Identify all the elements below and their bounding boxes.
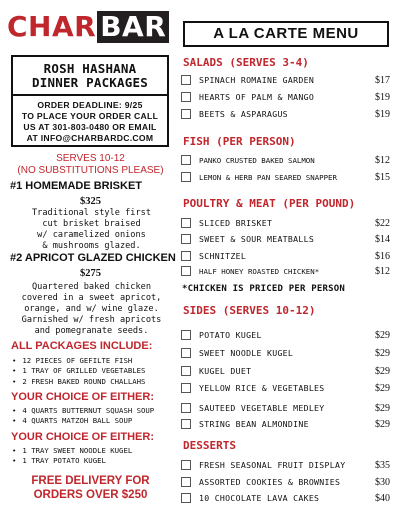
packages-no-subs: (NO SUBSTITUTIONS PLEASE) [17,165,164,176]
package-1-description [14,208,169,252]
item-price: $19 [375,109,390,120]
logo-char-text: CHAR [7,10,97,43]
menu-item-row[interactable] [181,382,393,395]
item-name: ASSORTED COOKIES & BROWNIES [199,477,341,487]
item-checkbox[interactable] [181,348,191,358]
item-price: $29 [375,403,390,414]
choice-1-list [12,406,154,427]
item-checkbox[interactable] [181,493,191,503]
item-price: $16 [375,251,390,262]
order-info [13,96,167,144]
list-item: • 2 FRESH BAKED ROUND CHALLAHS [12,377,145,387]
all-packages-include-heading: ALL PACKAGES INCLUDE: [11,340,153,352]
menu-item-row[interactable] [181,329,393,342]
item-price: $17 [375,75,390,86]
package-1-title: #1 HOMEMADE BRISKET [10,180,143,192]
item-checkbox[interactable] [181,330,191,340]
menu-item-row[interactable] [181,217,393,230]
delivery-line: ORDERS OVER $250 [33,489,148,501]
menu-item-row[interactable] [181,154,393,167]
item-name: SWEET & SOUR MEATBALLS [199,234,315,244]
package-1-desc-line: Traditional style first [32,208,151,218]
item-checkbox[interactable] [181,266,191,276]
item-checkbox[interactable] [181,92,191,102]
item-name: YELLOW RICE & VEGETABLES [199,383,325,393]
package-1-price: $325 [80,196,101,207]
menu-item-row[interactable] [181,347,393,360]
packages-serves: SERVES 10-12 [56,153,125,164]
a-la-carte-title: A LA CARTE MENU [183,21,389,47]
item-price: $12 [375,155,390,166]
item-checkbox[interactable] [181,75,191,85]
packages-title [13,57,167,90]
item-name: SLICED BRISKET [199,218,273,228]
item-checkbox[interactable] [181,477,191,487]
package-1-desc-line: cut brisket braised [42,219,141,229]
menu-item-row[interactable] [181,91,393,104]
menu-item-row[interactable] [181,402,393,415]
item-checkbox[interactable] [181,234,191,244]
item-name: HALF HONEY ROASTED CHICKEN* [199,267,320,276]
desserts-heading: DESSERTS [183,439,236,452]
item-checkbox[interactable] [181,155,191,165]
item-price: $22 [375,218,390,229]
package-1-desc-line: w/ caramelized onions [37,230,146,240]
item-price: $29 [375,383,390,394]
fish-heading: FISH (PER PERSON) [183,135,296,148]
choice-2-heading: YOUR CHOICE OF EITHER: [11,431,155,443]
package-1-desc-line: & mushrooms glazed. [42,241,141,251]
poultry-meat-heading: POULTRY & MEAT (PER POUND) [183,197,356,210]
list-item: • 4 QUARTS BUTTERNUT SQUASH SOUP [12,406,154,416]
package-2-description [14,282,169,337]
item-price: $15 [375,172,390,183]
package-2-desc-line: Quartered baked chicken [32,282,151,292]
item-price: $29 [375,348,390,359]
package-2-desc-line: covered in a sweet apricot, [21,293,162,303]
item-checkbox[interactable] [181,218,191,228]
item-price: $29 [375,330,390,341]
item-checkbox[interactable] [181,251,191,261]
order-info-line: TO PLACE YOUR ORDER CALL [21,111,159,121]
menu-item-row[interactable] [181,265,393,278]
item-checkbox[interactable] [181,383,191,393]
list-item: • 1 TRAY SWEET NOODLE KUGEL [12,446,132,456]
menu-item-row[interactable] [181,492,393,505]
item-name: SWEET NOODLE KUGEL [199,348,294,358]
item-price: $29 [375,366,390,377]
item-name: KUGEL DUET [199,366,252,376]
all-packages-include-list [12,356,145,387]
item-checkbox[interactable] [181,403,191,413]
packages-title-line2: DINNER PACKAGES [32,75,148,90]
free-delivery-note [8,474,173,502]
item-price: $14 [375,234,390,245]
item-checkbox[interactable] [181,172,191,182]
item-checkbox[interactable] [181,419,191,429]
item-name: PANKO CRUSTED BAKED SALMON [199,156,315,165]
menu-item-row[interactable] [181,233,393,246]
list-item: • 1 TRAY OF GRILLED VEGETABLES [12,366,145,376]
sides-heading: SIDES (SERVES 10-12) [183,304,316,317]
item-name: SCHNITZEL [199,251,247,261]
list-item: • 1 TRAY POTATO KUGEL [12,456,132,466]
order-phone-line: US AT 301-803-0480 OR EMAIL [23,122,157,132]
menu-item-row[interactable] [181,74,393,87]
item-checkbox[interactable] [181,366,191,376]
chicken-price-note: *CHICKEN IS PRICED PER PERSON [182,284,345,294]
item-name: SAUTEED VEGETABLE MEDLEY [199,403,325,413]
item-price: $30 [375,477,390,488]
menu-item-row[interactable] [181,418,393,431]
list-item: • 4 QUARTS MATZOH BALL SOUP [12,416,154,426]
salads-heading: SALADS (SERVES 3-4) [183,56,309,69]
item-name: POTATO KUGEL [199,330,262,340]
package-2-desc-line: orange, and w/ wine glaze. [24,304,159,314]
item-checkbox[interactable] [181,460,191,470]
packages-title-line1: ROSH HASHANA [43,61,137,76]
choice-1-heading: YOUR CHOICE OF EITHER: [11,391,155,403]
item-price: $40 [375,493,390,504]
menu-item-row[interactable] [181,459,393,472]
item-name: STRING BEAN ALMONDINE [199,419,309,429]
logo-bar-text: BAR [97,11,169,43]
item-name: BEETS & ASPARAGUS [199,109,288,119]
item-name: SPINACH ROMAINE GARDEN [199,75,315,85]
packages-info-box [11,55,169,147]
item-price: $29 [375,419,390,430]
menu-item-row[interactable] [181,365,393,378]
item-checkbox[interactable] [181,109,191,119]
item-price: $12 [375,266,390,277]
item-price: $35 [375,460,390,471]
list-item: • 12 PIECES OF GEFILTE FISH [12,356,145,366]
choice-2-list [12,446,132,467]
charbar-logo [7,11,169,43]
package-2-desc-line: Garnished w/ fresh apricots [21,315,162,325]
item-name: HEARTS OF PALM & MANGO [199,92,315,102]
menu-item-row[interactable] [181,476,393,489]
menu-item-row[interactable] [181,250,393,263]
package-2-price: $275 [80,268,101,279]
item-name: LEMON & HERB PAN SEARED SNAPPER [199,173,337,182]
item-name: 10 CHOCOLATE LAVA CAKES [199,493,320,503]
menu-item-row[interactable] [181,171,393,184]
order-email-line: AT INFO@CHARBARDC.COM [26,133,154,143]
delivery-line: FREE DELIVERY FOR [31,475,150,487]
package-2-title: #2 APRICOT GLAZED CHICKEN [10,252,176,264]
item-price: $19 [375,92,390,103]
package-2-desc-line: and pomegranate seeds. [34,326,149,336]
order-deadline: ORDER DEADLINE: 9/25 [37,100,143,110]
menu-item-row[interactable] [181,108,393,121]
item-name: FRESH SEASONAL FRUIT DISPLAY [199,460,346,470]
